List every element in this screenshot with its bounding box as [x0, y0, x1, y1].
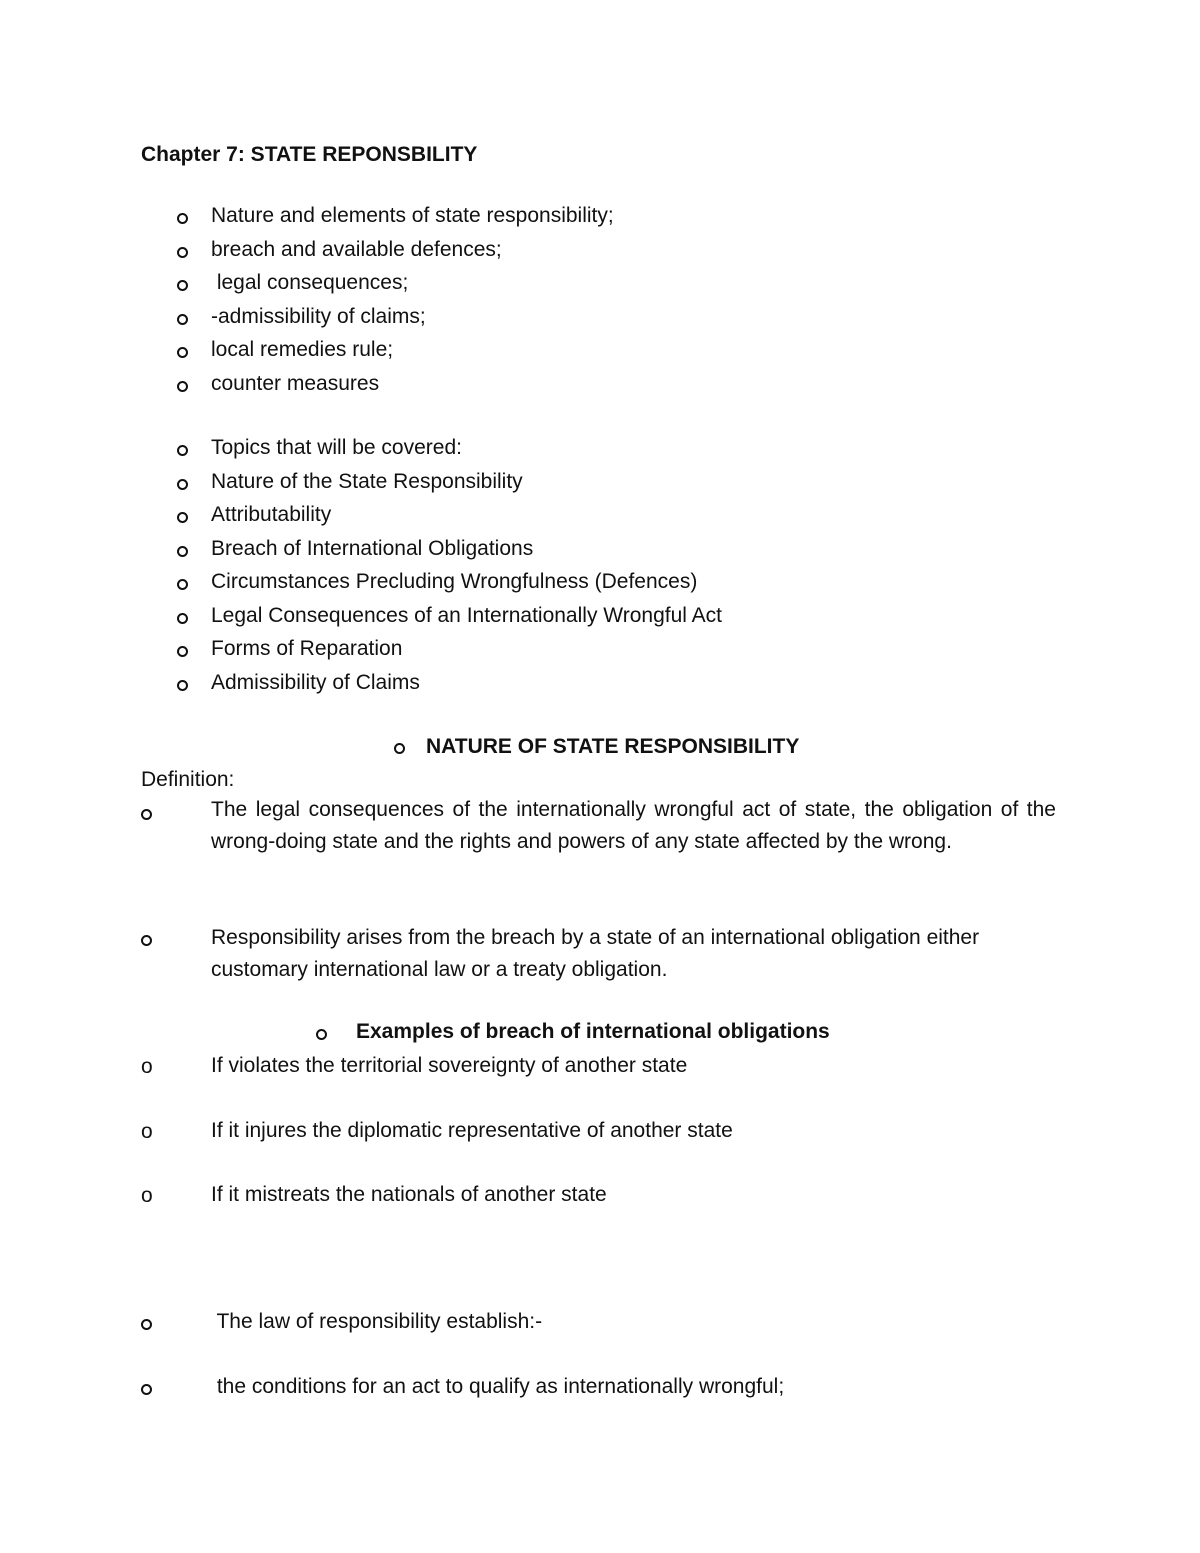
topic-item: Topics that will be covered:	[211, 436, 462, 459]
example-item: If it mistreats the nationals of another state	[211, 1183, 607, 1206]
example-item: If violates the territorial sovereignty of another state	[211, 1054, 688, 1077]
bullet-icon	[141, 935, 152, 946]
topic-item: Admissibility of Claims	[211, 671, 420, 694]
law-point: The law of responsibility establish:-	[211, 1310, 543, 1333]
bullet-icon	[316, 1029, 327, 1040]
bullet-icon	[141, 1319, 152, 1330]
topic-item: Breach of International Obligations	[211, 537, 534, 560]
outline-item: Nature and elements of state responsibility;	[211, 204, 614, 227]
bullet-icon	[177, 314, 188, 325]
bullet-icon	[177, 646, 188, 657]
section-heading: NATURE OF STATE RESPONSIBILITY	[426, 735, 800, 758]
bullet-icon: o	[141, 1184, 153, 1207]
bullet-icon	[177, 546, 188, 557]
bullet-icon	[177, 479, 188, 490]
bullet-icon	[177, 213, 188, 224]
example-item: If it injures the diplomatic representative of another state	[211, 1119, 733, 1142]
topic-item: Legal Consequences of an Internationally Wrongful Act	[211, 604, 722, 627]
definition-point: Responsibility arises from the breach by a state of an international obligation either customary international law or a treaty obligation.	[211, 926, 980, 981]
bullet-icon	[177, 445, 188, 456]
definition-label: Definition:	[141, 768, 235, 791]
bullet-icon	[177, 247, 188, 258]
topic-item: Nature of the State Responsibility	[211, 470, 523, 493]
topic-item: Forms of Reparation	[211, 637, 403, 660]
bullet-icon	[141, 809, 152, 820]
bullet-icon	[177, 280, 188, 291]
chapter-title: Chapter 7: STATE REPONSBILITY	[141, 143, 478, 166]
law-point: the conditions for an act to qualify as internationally wrongful;	[211, 1375, 785, 1398]
topic-item: Attributability	[211, 503, 332, 526]
bullet-icon	[141, 1384, 152, 1395]
bullet-icon: o	[141, 1120, 153, 1143]
bullet-icon	[177, 613, 188, 624]
outline-item: counter measures	[211, 372, 380, 395]
outline-item: legal consequences;	[211, 271, 409, 294]
topic-item: Circumstances Precluding Wrongfulness (Defences)	[211, 570, 698, 593]
bullet-icon	[177, 680, 188, 691]
outline-item: -admissibility of claims;	[211, 305, 426, 328]
bullet-icon	[177, 579, 188, 590]
bullet-icon	[177, 381, 188, 392]
bullet-icon	[394, 743, 405, 754]
bullet-icon	[177, 512, 188, 523]
bullet-icon	[177, 347, 188, 358]
outline-item: local remedies rule;	[211, 338, 394, 361]
examples-heading: Examples of breach of international obligations	[356, 1020, 830, 1043]
definition-point: The legal consequences of the internationally wrongful act of state, the obligation of the wrong-doing state and the rights and powers of any state affected by the wrong.	[211, 798, 1056, 853]
bullet-icon: o	[141, 1055, 153, 1078]
outline-item: breach and available defences;	[211, 238, 502, 261]
